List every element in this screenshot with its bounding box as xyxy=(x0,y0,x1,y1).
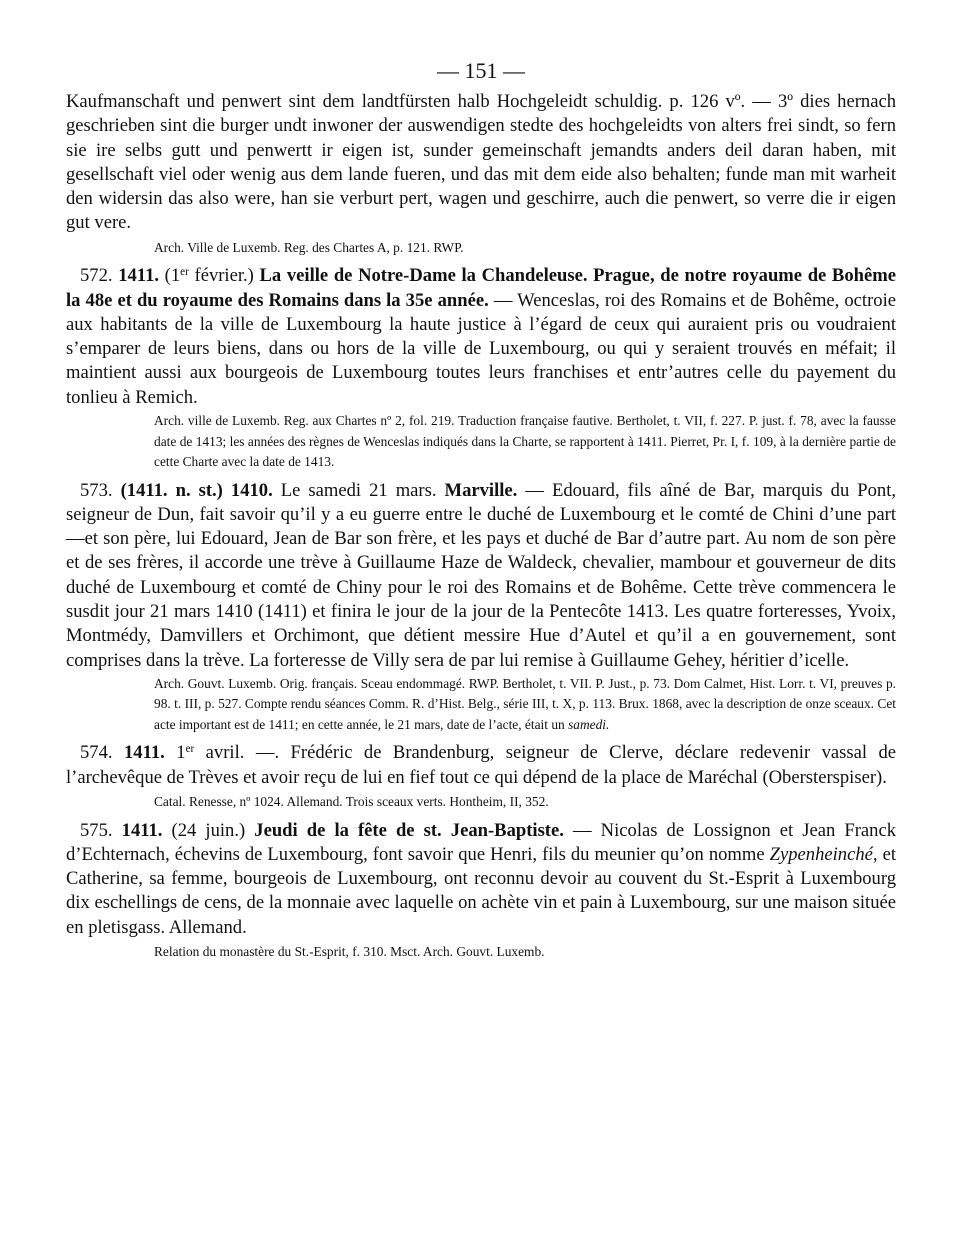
entry-heading: La veille de Notre-Dame la Chandeleuse. Prague, de notre royaume de Bohême la 48e et du royaume des Romains dans la 35e année. xyxy=(66,265,896,311)
document-page xyxy=(66,56,896,963)
entry-572 xyxy=(66,264,896,410)
entry-year: 1411. xyxy=(124,742,165,764)
entry-heading: Jeudi de la fête de st. Jean-Baptiste. xyxy=(254,819,564,841)
entry-572-source: Arch. ville de Luxemb. Reg. aux Chartes nº 2, fol. 219. Traduction française fautive. Bertholet, t. VII, f. 227. P. just. f. 78, avec la fausse date de 1413; les années des règnes de Wenceslas indiqués dans la Charte, se rapportent à 1411. Pierret, Pr. I, f. 109, à la dernière partie de cette Charte avec la date de 1413. xyxy=(154,413,896,470)
entry-574-source: Catal. Renesse, nº 1024. Allemand. Trois sceaux verts. Hontheim, II, 352. xyxy=(154,794,549,810)
entry-number: 574. xyxy=(80,742,113,764)
entry-body-italic: Zypenheinché, xyxy=(769,843,878,865)
entry-date xyxy=(176,742,244,763)
entry-date-post: avril. xyxy=(194,742,245,764)
entry-date-post: février.) xyxy=(188,265,254,287)
entry-heading: Marville. xyxy=(444,479,518,501)
entry-year: 1411. xyxy=(121,819,163,841)
entry-date: (24 juin.) xyxy=(171,819,246,841)
entry-number: 573. xyxy=(80,479,113,501)
entry-body: —. Frédéric de Brandenburg, seigneur de Clerve, déclare redevenir vassal de l’archevêque de Trèves et avoir reçu de lui en fief tout ce qui dépend de la place de Maréchal (Obersterspiser). xyxy=(66,742,897,788)
entry-body-a: — Nicolas de Lossignon et Jean Franck d’Echternach, échevins de Luxembourg, font savoir que Henri, fils du meunier qu’on nomme xyxy=(66,819,897,865)
entry-date-pre: 1 xyxy=(176,742,186,764)
entry-body: — Wenceslas, roi des Romains et de Bohême, octroie aux habitants de la ville de Luxembourg la haute justice à l’égard de ceux qui auraient pris ou voudraient s’emparer de leurs biens, dans ou hors de la ville de Luxembourg, ou qui y seraient trouvés en méfait; il maintient aussi aux bourgeois de Luxembourg toutes leurs franchises et entr’autres celle du payement du tonlieu à Remich. xyxy=(66,289,897,408)
entry-573-source xyxy=(154,674,896,736)
entry-date-sup: er xyxy=(185,743,195,756)
entry-year: 1411. xyxy=(118,265,160,287)
continuation-source: Arch. Ville de Luxemb. Reg. des Chartes A, p. 121. RWP. xyxy=(154,239,464,255)
entry-source-main: Arch. Gouvt. Luxemb. Orig. français. Sceau endommagé. RWP. Bertholet, t. VII. P. Just., p. 73. Dom Calmet, Hist. Lorr. t. VI, preuves p. 98. t. III, p. 527. Compte rendu séances Comm. R. d’Hist. Belg., série III, t. X, p. 113. Brux. 1868, avec la description de onze sceaux. Cet acte important est de 1411; en cette année, le 21 mars, date de l’acte, était un xyxy=(154,675,896,732)
entry-number: 575. xyxy=(80,819,113,841)
entry-573 xyxy=(66,479,896,673)
entry-date: Le samedi 21 mars. xyxy=(280,479,437,501)
entry-date xyxy=(165,265,254,286)
entry-date-sup: er xyxy=(180,266,189,279)
entry-body-b: et Catherine, sa femme, bourgeois de Luxembourg, ont reconnu devoir au couvent du St.-Esprit à Luxembourg dix eschellings de cens, de la monnaie avec laquelle on achète vin et pain à Luxembourg, sur une maison située en pletisgass. Allemand. xyxy=(66,843,896,938)
entry-source-italic: samedi. xyxy=(568,716,610,732)
entry-574 xyxy=(66,741,896,790)
page-number: — 151 — xyxy=(437,58,525,83)
entry-year: (1411. n. st.) 1410. xyxy=(120,479,273,501)
entry-575 xyxy=(66,819,896,940)
entry-date-pre: (1 xyxy=(164,265,181,287)
entry-number: 572. xyxy=(80,265,113,287)
continuation-text: Kaufmanschaft und penwert sint dem landtfürsten halb Hochgeleidt schuldig. p. 126 vº. — 3º dies hernach geschrieben sint die burger undt inwoner der auswendigen stedte des hochgeleidts von alters frei sindt, so fern sie ire selbs gutt und penwertt ir eigen ist, sunder gemeinschaft jemandts anders deil daran haben, mit gesellschaft viel oder wenig aus dem lande fueren, und das mit dem eide also behalten; funde man mit warheit den widersin das also were, han sie verburt pert, wagen und geschirre, auch die penwert, so verre die ir eigen gut vere. xyxy=(66,91,896,234)
entry-body: — Edouard, fils aîné de Bar, marquis du Pont, seigneur de Dun, fait savoir qu’il y a eu guerre entre le duché de Luxembourg et le comté de Chini d’une part—et son père, lui Edouard, Jean de Bar son frère, et les pays et duché de Bar d’autre part. Au nom de son père et de ses frères, il accorde une trève à Guillaume Haze de Waldeck, chevalier, mambour et gouverneur de dits duché de Luxembourg et comté de Chiny pour le roi des Romains et de Bohême. Cette trève commencera le susdit jour 21 mars 1410 (1411) et finira le jour de la jour de la Pentecôte 1413. Les quatre forteresses, Yvoix, Montmédy, Damvillers et Orchimont, que détient messire Hue d’Autel et qu’il a en gouvernement, sont comprises dans la trève. La forteresse de Villy sera de par lui remise à Guillaume Gehey, héritier d’icelle. xyxy=(66,479,897,671)
entry-575-source: Relation du monastère du St.-Esprit, f. 310. Msct. Arch. Gouvt. Luxemb. xyxy=(154,944,545,960)
